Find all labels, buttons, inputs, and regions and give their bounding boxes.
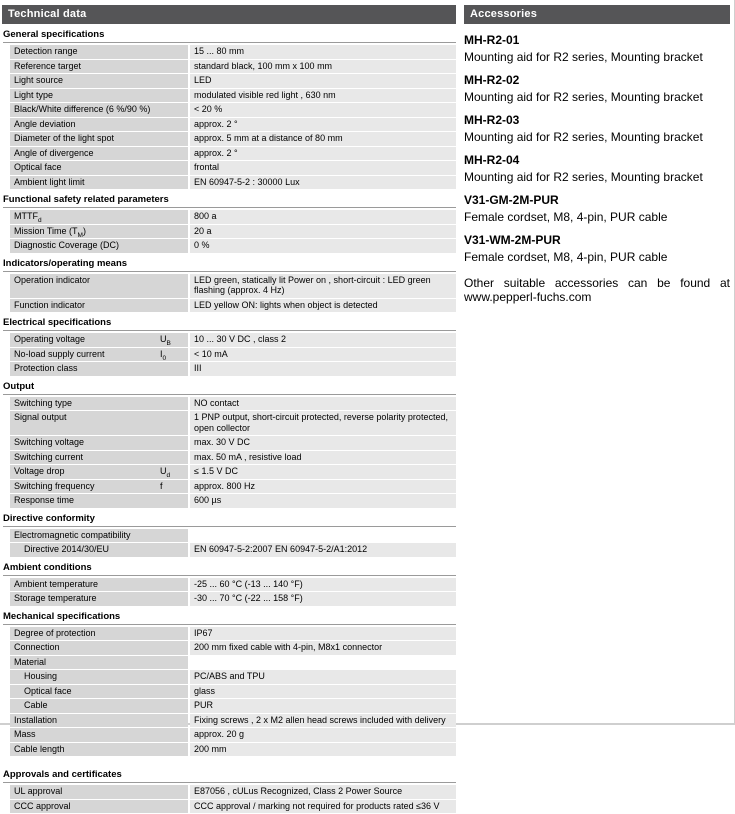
spec-symbol: [160, 544, 186, 555]
spec-symbol: [160, 642, 186, 653]
accessories-column: [464, 5, 730, 814]
spec-value: < 20 %: [190, 103, 456, 117]
spec-row: [10, 641, 456, 655]
spec-row: [10, 103, 456, 117]
spec-row: [10, 118, 456, 132]
spec-label-cell: [10, 480, 188, 494]
spec-value: LED green, statically lit Power on , short-circuit : LED green flashing (approx. 4 Hz): [190, 274, 456, 298]
spec-label-cell: [10, 132, 188, 146]
spec-label-cell: [10, 225, 188, 239]
spec-value: LED yellow ON: lights when object is detected: [190, 299, 456, 313]
spec-symbol: [160, 148, 186, 159]
spec-symbol: [160, 686, 186, 697]
spec-value: approx. 5 mm at a distance of 80 mm: [190, 132, 456, 146]
accessory-model: MH-R2-03: [464, 113, 520, 127]
spec-value: Fixing screws , 2 x M2 allen head screws included with delivery: [190, 714, 456, 728]
spec-value: standard black, 100 mm x 100 mm: [190, 60, 456, 74]
spec-label-cell: [10, 641, 188, 655]
accessory-description: Female cordset, M8, 4-pin, PUR cable: [464, 250, 668, 264]
spec-symbol: [160, 104, 186, 115]
spec-label-cell: [10, 239, 188, 253]
spec-label: Signal output: [14, 412, 67, 422]
accessories-list: [464, 33, 730, 264]
accessory-description: Female cordset, M8, 4-pin, PUR cable: [464, 210, 668, 224]
spec-label: Reference target: [14, 60, 82, 71]
accessory-description: Mounting aid for R2 series, Mounting bracket: [464, 130, 703, 144]
spec-label-cell: [10, 685, 188, 699]
spec-label: Response time: [14, 495, 75, 505]
spec-row: [10, 451, 456, 465]
spec-row: [10, 494, 456, 508]
spec-symbol: [160, 133, 186, 144]
spec-label: Material: [14, 656, 47, 667]
spec-symbol: [160, 46, 186, 57]
spec-value: max. 50 mA , resistive load: [190, 451, 456, 465]
spec-label: Light source: [14, 75, 64, 85]
spec-label-cell: [10, 60, 188, 74]
spec-symbol: [160, 744, 186, 755]
spec-symbol: [160, 628, 186, 639]
spec-label: Diagnostic Coverage (DC): [14, 240, 120, 250]
spec-symbol: [160, 593, 186, 604]
spec-value: 10 ... 30 V DC , class 2: [190, 333, 456, 347]
spec-row: [10, 543, 456, 557]
spec-label: Protection class: [14, 363, 78, 373]
spec-symbol: [160, 300, 186, 311]
spec-row: [10, 578, 456, 592]
spec-row: [10, 74, 456, 88]
spec-symbol: [160, 700, 186, 711]
spec-row: [10, 529, 456, 543]
spec-row: [10, 656, 456, 670]
spec-row: [10, 132, 456, 146]
spec-label: CCC approval: [14, 800, 71, 811]
spec-label-cell: [10, 728, 188, 742]
spec-row: [10, 60, 456, 74]
spec-label: Angle of divergence: [14, 147, 94, 158]
spec-label: UL approval: [14, 786, 63, 796]
spec-label: Degree of protection: [14, 627, 96, 638]
accessory-model: V31-GM-2M-PUR: [464, 193, 559, 207]
spec-label: Electromagnetic compatibility: [14, 529, 131, 540]
spec-label-cell: [10, 362, 188, 376]
spec-row: [10, 685, 456, 699]
spec-row: [10, 465, 456, 479]
accessory-item: [464, 233, 730, 264]
spec-value: max. 30 V DC: [190, 436, 456, 450]
spec-label-cell: [10, 161, 188, 175]
spec-label: Switching frequency: [14, 480, 95, 491]
technical-data-header: Technical data: [2, 5, 456, 24]
spec-value: 200 mm: [190, 743, 456, 757]
spec-label: Black/White difference (6 %/90 %): [14, 104, 151, 114]
spec-label: Operation indicator: [14, 274, 91, 285]
spec-value: III: [190, 362, 456, 376]
spec-symbol: [160, 657, 186, 668]
spec-value: modulated visible red light , 630 nm: [190, 89, 456, 103]
spec-label: Switching current: [14, 451, 84, 462]
accessory-description: Mounting aid for R2 series, Mounting bracket: [464, 170, 703, 184]
spec-symbol: [160, 177, 186, 188]
spec-label-cell: [10, 699, 188, 713]
spec-label-cell: [10, 210, 188, 224]
spec-label-cell: [10, 348, 188, 362]
spec-value: 15 ... 80 mm: [190, 45, 456, 59]
spec-value: -25 ... 60 °C (-13 ... 140 °F): [190, 578, 456, 592]
spec-label-cell: [10, 299, 188, 313]
spec-row: [10, 785, 456, 799]
spec-row: [10, 670, 456, 684]
spec-value: -30 ... 70 °C (-22 ... 158 °F): [190, 592, 456, 606]
spec-value: [190, 529, 456, 543]
spec-label: Cable: [24, 700, 48, 710]
spec-label-cell: [10, 800, 188, 814]
spec-symbol: [160, 211, 186, 222]
spec-symbol: [160, 437, 186, 448]
spec-symbol: $U_d$: [160, 466, 171, 479]
accessory-model: MH-R2-01: [464, 33, 520, 47]
spec-label-cell: [10, 147, 188, 161]
spec-row: [10, 333, 456, 347]
spec-symbol: [160, 452, 186, 463]
section-heading: General specifications: [3, 29, 456, 43]
spec-value: 1 PNP output, short-circuit protected, reverse polarity protected, open collector: [190, 411, 456, 435]
spec-symbol: [160, 715, 186, 726]
spec-label: Voltage drop: [14, 466, 65, 476]
spec-label-cell: [10, 578, 188, 592]
section-heading: Directive conformity: [3, 513, 456, 527]
spec-symbol: $I_0$: [160, 348, 167, 362]
spec-label-cell: [10, 333, 188, 347]
spec-symbol: [160, 90, 186, 101]
spec-row: [10, 743, 456, 757]
spec-label: Housing: [24, 671, 58, 681]
spec-row: [10, 225, 456, 239]
spec-value: E87056 , cULus Recognized, Class 2 Power Source: [190, 785, 456, 799]
spec-value: EN 60947-5-2:2007 EN 60947-5-2/A1:2012: [190, 543, 456, 557]
spec-symbol: [160, 786, 186, 797]
spec-value: IP67: [190, 627, 456, 641]
spec-row: [10, 210, 456, 224]
accessory-model: V31-WM-2M-PUR: [464, 233, 561, 247]
spec-row: [10, 274, 456, 298]
spec-symbol: [160, 412, 186, 433]
accessory-item: [464, 73, 730, 104]
spec-label-cell: [10, 743, 188, 757]
spec-row: [10, 699, 456, 713]
spec-label-cell: [10, 785, 188, 799]
spec-row: [10, 397, 456, 411]
spec-label: Mission Time $(T_M)$: [14, 225, 86, 239]
spec-label-cell: [10, 45, 188, 59]
spec-row: [10, 348, 456, 362]
spec-label: Mass: [14, 729, 36, 739]
spec-label-cell: [10, 118, 188, 132]
spec-label-cell: [10, 411, 188, 435]
accessory-item: [464, 193, 730, 224]
spec-value: 200 mm fixed cable with 4-pin, M8x1 connector: [190, 641, 456, 655]
spec-label-cell: [10, 436, 188, 450]
spec-row: [10, 627, 456, 641]
spec-row: [10, 176, 456, 190]
accessories-note: Other suitable accessories can be found at www.pepperl-fuchs.com: [464, 276, 730, 304]
spec-label-cell: [10, 656, 188, 670]
spec-label: Connection: [14, 642, 60, 652]
spec-symbol: [160, 729, 186, 740]
spec-symbol: [160, 162, 186, 173]
spec-symbol: [160, 671, 186, 682]
technical-data-table: [2, 29, 456, 813]
spec-label: Ambient temperature: [14, 578, 99, 589]
spec-label: Function indicator: [14, 299, 86, 310]
spec-row: [10, 89, 456, 103]
spec-symbol: [160, 119, 186, 130]
spec-label: Storage temperature: [14, 593, 97, 603]
spec-symbol: [160, 226, 186, 237]
spec-symbol: [160, 363, 186, 374]
spec-symbol: [160, 275, 186, 296]
spec-label: Detection range: [14, 46, 78, 56]
spec-label: Optical face: [24, 685, 72, 696]
spec-label: Ambient light limit: [14, 176, 85, 187]
spec-label-cell: [10, 494, 188, 508]
spec-value: < 10 mA: [190, 348, 456, 362]
spec-value: glass: [190, 685, 456, 699]
section-heading: Ambient conditions: [3, 562, 456, 576]
spec-label: Installation: [14, 714, 58, 725]
section-heading: Electrical specifications: [3, 317, 456, 331]
spec-row: [10, 800, 456, 814]
section-heading: Mechanical specifications: [3, 611, 456, 625]
spec-label-cell: [10, 397, 188, 411]
accessory-item: [464, 153, 730, 184]
spec-value: 20 a: [190, 225, 456, 239]
spec-label: Switching voltage: [14, 437, 85, 447]
accessory-item: [464, 113, 730, 144]
spec-value: approx. 2 °: [190, 147, 456, 161]
accessory-model: MH-R2-04: [464, 153, 520, 167]
spec-label-cell: [10, 627, 188, 641]
spec-label-cell: [10, 103, 188, 117]
spec-symbol: [160, 801, 186, 812]
spec-value: 800 a: [190, 210, 456, 224]
spec-row: [10, 161, 456, 175]
spec-symbol: [160, 579, 186, 590]
spec-value: NO contact: [190, 397, 456, 411]
spec-row: [10, 362, 456, 376]
spec-value: [190, 656, 456, 670]
spec-symbol: [160, 398, 186, 409]
spec-label: Optical face: [14, 162, 62, 172]
spec-label-cell: [10, 74, 188, 88]
spec-label: Switching type: [14, 397, 73, 408]
spec-label-cell: [10, 543, 188, 557]
section-heading: Output: [3, 381, 456, 395]
spec-label: Diameter of the light spot: [14, 133, 115, 143]
spec-label-cell: [10, 176, 188, 190]
spec-label: Operating voltage: [14, 334, 86, 344]
spec-value: PUR: [190, 699, 456, 713]
spec-label: Light type: [14, 89, 54, 100]
spec-value: approx. 800 Hz: [190, 480, 456, 494]
spec-label-cell: [10, 89, 188, 103]
spec-label-cell: [10, 451, 188, 465]
section-heading: Indicators/operating means: [3, 258, 456, 272]
spec-label: No-load supply current: [14, 348, 105, 359]
spec-symbol: [160, 240, 186, 251]
spec-value: frontal: [190, 161, 456, 175]
accessories-header: Accessories: [464, 5, 730, 24]
spec-row: [10, 728, 456, 742]
spec-value: PC/ABS and TPU: [190, 670, 456, 684]
spec-label-cell: [10, 592, 188, 606]
spec-row: [10, 299, 456, 313]
spec-value: 600 µs: [190, 494, 456, 508]
accessory-item: [464, 33, 730, 64]
spec-row: [10, 480, 456, 494]
spec-value: EN 60947-5-2 : 30000 Lux: [190, 176, 456, 190]
spec-label-cell: [10, 529, 188, 543]
spec-row: [10, 411, 456, 435]
spec-row: [10, 436, 456, 450]
accessory-model: MH-R2-02: [464, 73, 520, 87]
spec-value: approx. 2 °: [190, 118, 456, 132]
spec-label: Angle deviation: [14, 118, 76, 129]
spec-symbol: $U_B$: [160, 334, 171, 347]
accessory-description: Mounting aid for R2 series, Mounting bracket: [464, 90, 703, 104]
spec-value: ≤ 1.5 V DC: [190, 465, 456, 479]
spec-symbol: [160, 75, 186, 86]
spec-value: LED: [190, 74, 456, 88]
spec-value: 0 %: [190, 239, 456, 253]
spec-row: [10, 592, 456, 606]
spec-label: Directive 2014/30/EU: [24, 544, 110, 554]
spec-label-cell: [10, 465, 188, 479]
spec-symbol: [160, 61, 186, 72]
spec-symbol: f: [160, 480, 163, 491]
spec-row: [10, 239, 456, 253]
accessory-description: Mounting aid for R2 series, Mounting bracket: [464, 50, 703, 64]
spec-row: [10, 147, 456, 161]
spec-label-cell: [10, 274, 188, 298]
section-heading: Approvals and certificates: [3, 769, 456, 783]
spec-value: approx. 20 g: [190, 728, 456, 742]
spec-label: Cable length: [14, 743, 65, 754]
spec-symbol: [160, 495, 186, 506]
spec-label: $MTTF_d$: [14, 211, 42, 224]
spec-label-cell: [10, 670, 188, 684]
spec-symbol: [160, 530, 186, 541]
technical-data-column: [2, 5, 456, 814]
spec-value: CCC approval / marking not required for products rated ≤36 V: [190, 800, 456, 814]
section-heading: Functional safety related parameters: [3, 194, 456, 208]
spec-row: [10, 45, 456, 59]
